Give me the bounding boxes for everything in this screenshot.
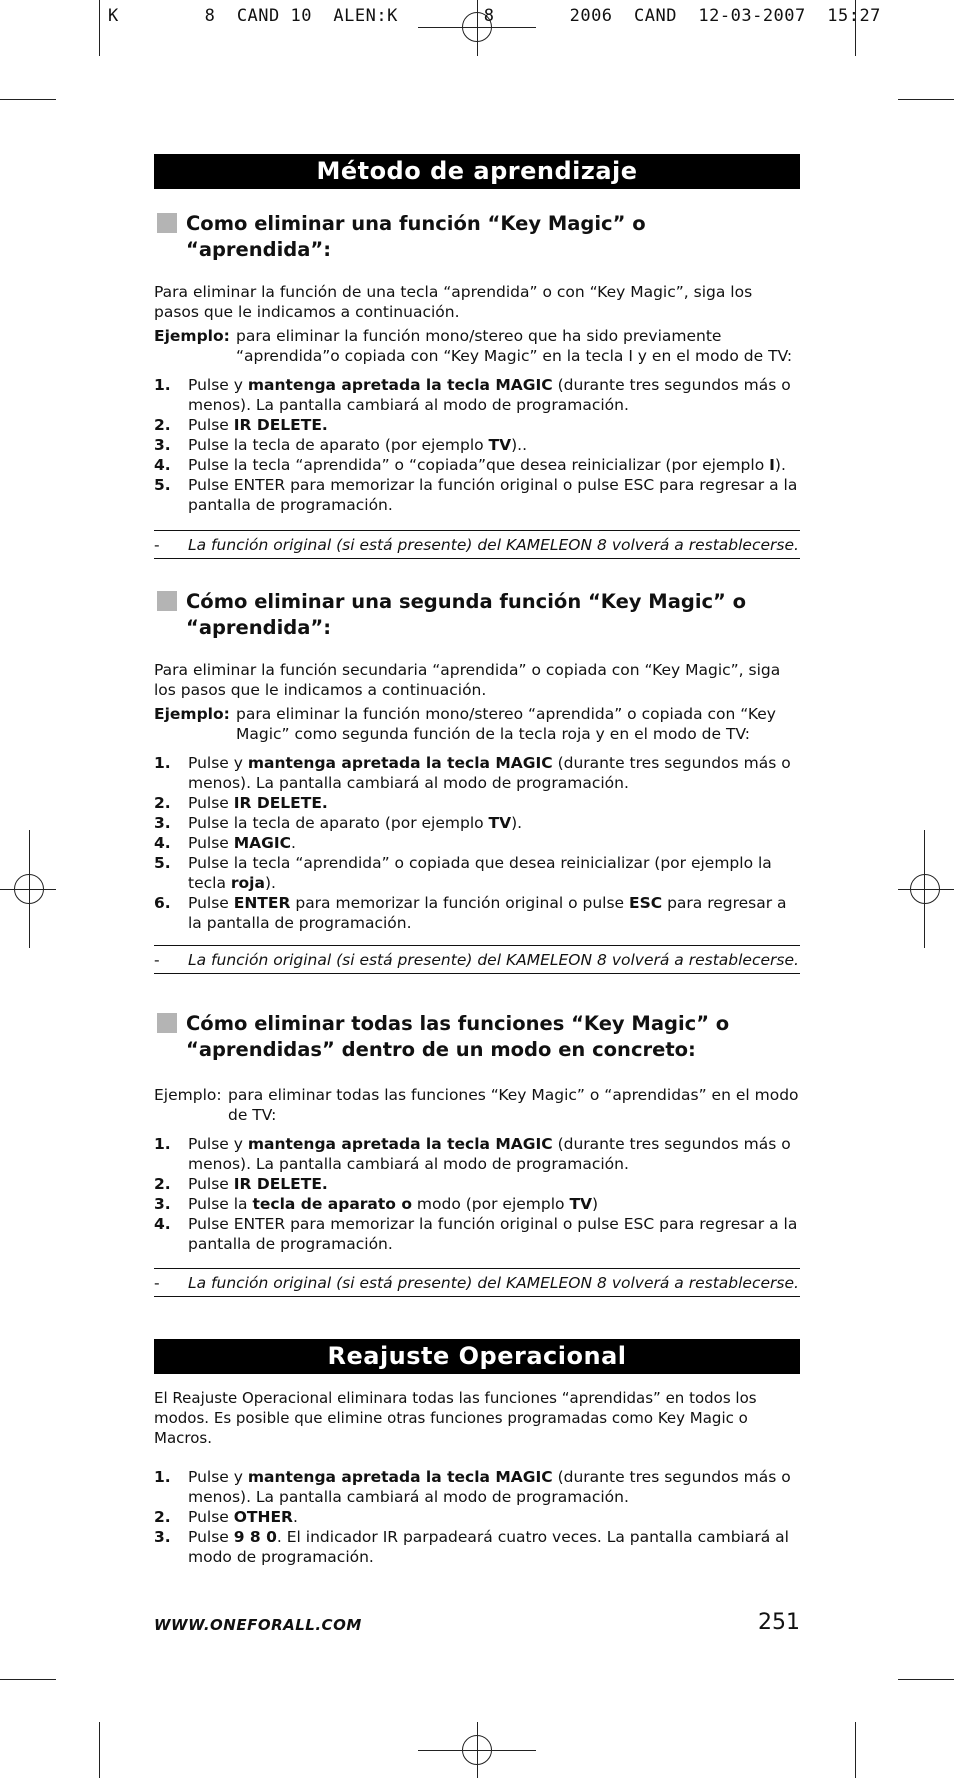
heading-line: “aprendidas” dentro de un modo en concreto: bbox=[186, 1038, 696, 1061]
steps-list bbox=[154, 375, 800, 515]
section-banner: Reajuste Operacional bbox=[154, 1339, 800, 1374]
note-dash: - bbox=[154, 1274, 160, 1292]
note-text: La función original (si está presente) del KAMELEON 8 volverá a restablecerse. bbox=[188, 951, 799, 969]
section-banner: Método de aprendizaje bbox=[154, 154, 800, 189]
crop-mark bbox=[855, 1722, 856, 1778]
step-item: 2. Pulse IR DELETE. bbox=[154, 794, 328, 812]
step-item: 1. Pulse y mantenga apretada la tecla MAGIC (durante tres segundos más o menos). La pantalla cambiará al modo de programación. bbox=[154, 1135, 791, 1173]
heading-line: “aprendida”: bbox=[186, 616, 332, 639]
steps-list bbox=[154, 1467, 800, 1567]
heading-line: Cómo eliminar todas las funciones “Key Magic” o bbox=[186, 1012, 730, 1035]
step-item: 3. Pulse la tecla de aparato (por ejemplo TV).. bbox=[154, 436, 528, 454]
example-text: para eliminar la función mono/stereo que ha sido previamente “aprendida”o copiada con “Key Magic” en la tecla I y en el modo de TV: bbox=[236, 327, 793, 365]
example-text: para eliminar todas las funciones “Key Magic” o “aprendidas” en el modo de TV: bbox=[228, 1086, 799, 1124]
intro-paragraph: El Reajuste Operacional eliminara todas las funciones “aprendidas” en todos los modos. Es posible que elimine otras funciones programadas como Key Magic o Macros. bbox=[154, 1389, 757, 1447]
crop-mark bbox=[898, 1679, 954, 1680]
step-item: 3. Pulse la tecla de aparato (por ejemplo TV). bbox=[154, 814, 523, 832]
step-item: 1. Pulse y mantenga apretada la tecla MAGIC (durante tres segundos más o menos). La pantalla cambiará al modo de programación. bbox=[154, 376, 791, 414]
heading-line: Como eliminar una función “Key Magic” o bbox=[186, 212, 646, 235]
note-dash: - bbox=[154, 951, 160, 969]
heading-line: “aprendida”: bbox=[186, 238, 332, 261]
registration-line bbox=[898, 889, 954, 890]
steps-list bbox=[154, 753, 800, 933]
crop-mark bbox=[898, 99, 954, 100]
step-item: 1. Pulse y mantenga apretada la tecla MAGIC (durante tres segundos más o menos). La pantalla cambiará al modo de programación. bbox=[154, 754, 791, 792]
square-bullet-icon bbox=[157, 213, 177, 233]
heading-line: Cómo eliminar una segunda función “Key Magic” o bbox=[186, 590, 747, 613]
example-text: para eliminar la función mono/stereo “aprendida” o copiada con “Key Magic” como segunda función de la tecla roja y en el modo de TV: bbox=[236, 705, 776, 743]
example bbox=[154, 704, 800, 744]
step-item: 5. Pulse la tecla “aprendida” o copiada que desea reinicializar (por ejemplo la tecla roja). bbox=[154, 854, 772, 892]
website-link[interactable]: WWW.ONEFORALL.COM bbox=[154, 1616, 362, 1634]
example bbox=[154, 326, 800, 366]
intro-paragraph: Para eliminar la función secundaria “aprendida” o copiada con “Key Magic”, siga los pasos que le indicamos a continuación. bbox=[154, 661, 781, 699]
note-box bbox=[154, 530, 800, 559]
step-item: 5. Pulse ENTER para memorizar la función original o pulse ESC para regresar a la pantalla de programación. bbox=[154, 476, 798, 514]
crop-mark bbox=[0, 1679, 56, 1680]
step-item: 3. Pulse la tecla de aparato o modo (por ejemplo TV) bbox=[154, 1195, 599, 1213]
registration-line bbox=[0, 889, 56, 890]
crop-mark bbox=[99, 1722, 100, 1778]
step-item: 6. Pulse ENTER para memorizar la función original o pulse ESC para regresar a la pantalla de programación. bbox=[154, 894, 787, 932]
step-item: 3. Pulse 9 8 0. El indicador IR parpadeará cuatro veces. La pantalla cambiará al modo de programación. bbox=[154, 1528, 789, 1566]
page-footer bbox=[154, 1610, 800, 1640]
note-dash: - bbox=[154, 536, 160, 554]
step-item: 4. Pulse MAGIC. bbox=[154, 834, 296, 852]
crop-mark bbox=[0, 99, 56, 100]
step-item: 2. Pulse IR DELETE. bbox=[154, 1175, 328, 1193]
example-label: Ejemplo: bbox=[154, 327, 230, 345]
note-box bbox=[154, 945, 800, 974]
square-bullet-icon bbox=[157, 591, 177, 611]
subsection-heading bbox=[154, 1011, 800, 1063]
page-content bbox=[154, 154, 800, 1567]
step-item: 2. Pulse OTHER. bbox=[154, 1508, 298, 1526]
subsection-heading bbox=[154, 589, 800, 641]
note-box bbox=[154, 1268, 800, 1297]
print-slug: K 8 CAND 10 ALEN:K 8 2006 CAND 12-03-2007 15:27 bbox=[108, 6, 881, 26]
subsection-heading bbox=[154, 211, 800, 263]
example bbox=[154, 1085, 800, 1125]
note-text: La función original (si está presente) del KAMELEON 8 volverá a restablecerse. bbox=[188, 536, 799, 554]
step-item: 1. Pulse y mantenga apretada la tecla MAGIC (durante tres segundos más o menos). La pantalla cambiará al modo de programación. bbox=[154, 1468, 791, 1506]
step-item: 4. Pulse ENTER para memorizar la función original o pulse ESC para regresar a la pantalla de programación. bbox=[154, 1215, 798, 1253]
steps-list bbox=[154, 1134, 800, 1254]
page-number: 251 bbox=[758, 1610, 800, 1635]
step-item: 2. Pulse IR DELETE. bbox=[154, 416, 328, 434]
registration-line bbox=[924, 830, 925, 948]
example-label: Ejemplo: bbox=[154, 705, 230, 723]
registration-line bbox=[29, 830, 30, 948]
square-bullet-icon bbox=[157, 1013, 177, 1033]
crop-mark bbox=[99, 0, 100, 56]
intro-paragraph: Para eliminar la función de una tecla “aprendida” o con “Key Magic”, siga los pasos que le indicamos a continuación. bbox=[154, 283, 753, 321]
registration-line bbox=[477, 1722, 478, 1778]
note-text: La función original (si está presente) del KAMELEON 8 volverá a restablecerse. bbox=[188, 1274, 799, 1292]
step-item: 4. Pulse la tecla “aprendida” o “copiada”que desea reinicializar (por ejemplo I). bbox=[154, 456, 786, 474]
example-label: Ejemplo: bbox=[154, 1086, 222, 1104]
